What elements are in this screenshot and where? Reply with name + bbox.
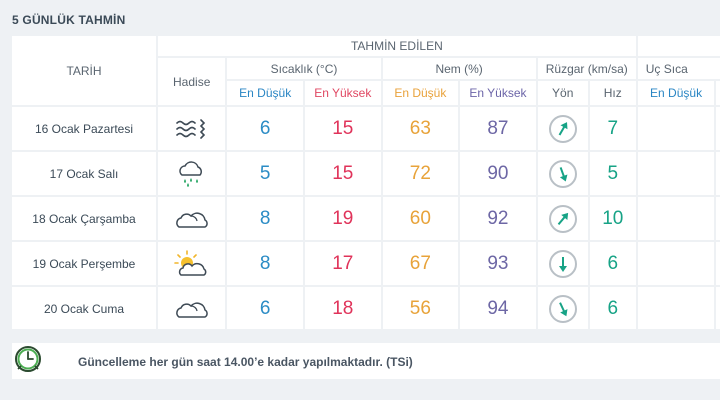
table-row [12, 287, 720, 329]
temp-min: 8 [227, 242, 303, 285]
extreme-min-header: En Düşük [638, 81, 715, 105]
humidity-max: 93 [460, 242, 536, 285]
wind-speed: 6 [590, 242, 636, 285]
update-notice-text: Güncelleme her gün saat 14.00’e kadar yapılmaktadır. (TSi) [78, 355, 413, 369]
wind-speed: 10 [590, 197, 636, 240]
humidity-max: 92 [460, 197, 536, 240]
table-row [12, 197, 720, 240]
forecast-header: TAHMİN EDİLEN [158, 36, 636, 56]
humidity-max: 87 [460, 107, 536, 150]
table-row [12, 152, 720, 195]
wind-direction [538, 152, 588, 195]
extreme-temp-header: Uç Sıca [638, 58, 720, 79]
partly-cloudy-icon [158, 242, 225, 285]
humidity-min: 72 [383, 152, 459, 195]
clock-icon [13, 344, 43, 374]
north-east-arrow-icon [554, 120, 572, 138]
forecast-table [12, 36, 720, 329]
temp-max-header: En Yüksek [305, 81, 381, 105]
humidity-min: 56 [383, 287, 459, 329]
wind-direction [538, 287, 588, 329]
wind-header: Rüzgar (km/sa) [538, 58, 636, 79]
wind-speed-header: Hız [590, 81, 636, 105]
forecast-table-container [12, 36, 720, 329]
temp-min: 6 [227, 107, 303, 150]
humidity-min: 60 [383, 197, 459, 240]
temp-max: 15 [305, 107, 381, 150]
humidity-min: 67 [383, 242, 459, 285]
south-east-arrow-icon [554, 165, 572, 183]
wind-speed: 7 [590, 107, 636, 150]
section-title: 5 GÜNLÜK TAHMİN [12, 13, 126, 27]
humidity-min: 63 [383, 107, 459, 150]
event-header: Hadise [158, 58, 225, 105]
rain-cloud-icon [158, 152, 225, 195]
humidity-max: 94 [460, 287, 536, 329]
humidity-min-header: En Düşük [383, 81, 459, 105]
temp-min: 5 [227, 152, 303, 195]
temp-min: 8 [227, 197, 303, 240]
table-row [12, 107, 720, 150]
wind-direction [538, 107, 588, 150]
south-east-arrow-icon [554, 300, 572, 318]
temp-max: 18 [305, 287, 381, 329]
update-notice [12, 343, 720, 379]
humidity-max-header: En Yüksek [460, 81, 536, 105]
temp-max: 17 [305, 242, 381, 285]
cloud-icon [158, 287, 225, 329]
wind-direction [538, 242, 588, 285]
date-cell: 18 Ocak Çarşamba [12, 197, 156, 240]
wind-direction-header: Yön [538, 81, 588, 105]
date-cell: 16 Ocak Pazartesi [12, 107, 156, 150]
temperature-header: Sıcaklık (°C) [227, 58, 380, 79]
date-header: TARİH [12, 36, 156, 105]
humidity-header: Nem (%) [383, 58, 536, 79]
humidity-max: 90 [460, 152, 536, 195]
cloud-icon [158, 197, 225, 240]
temp-min-header: En Düşük [227, 81, 303, 105]
date-cell: 20 Ocak Cuma [12, 287, 156, 329]
wind-speed: 5 [590, 152, 636, 195]
south-arrow-icon [554, 255, 572, 273]
date-cell: 19 Ocak Perşembe [12, 242, 156, 285]
haze-icon [158, 107, 225, 150]
date-cell: 17 Ocak Salı [12, 152, 156, 195]
temp-max: 19 [305, 197, 381, 240]
temp-min: 6 [227, 287, 303, 329]
table-row [12, 242, 720, 285]
north-east-arrow-icon [554, 210, 572, 228]
wind-direction [538, 197, 588, 240]
wind-speed: 6 [590, 287, 636, 329]
temp-max: 15 [305, 152, 381, 195]
